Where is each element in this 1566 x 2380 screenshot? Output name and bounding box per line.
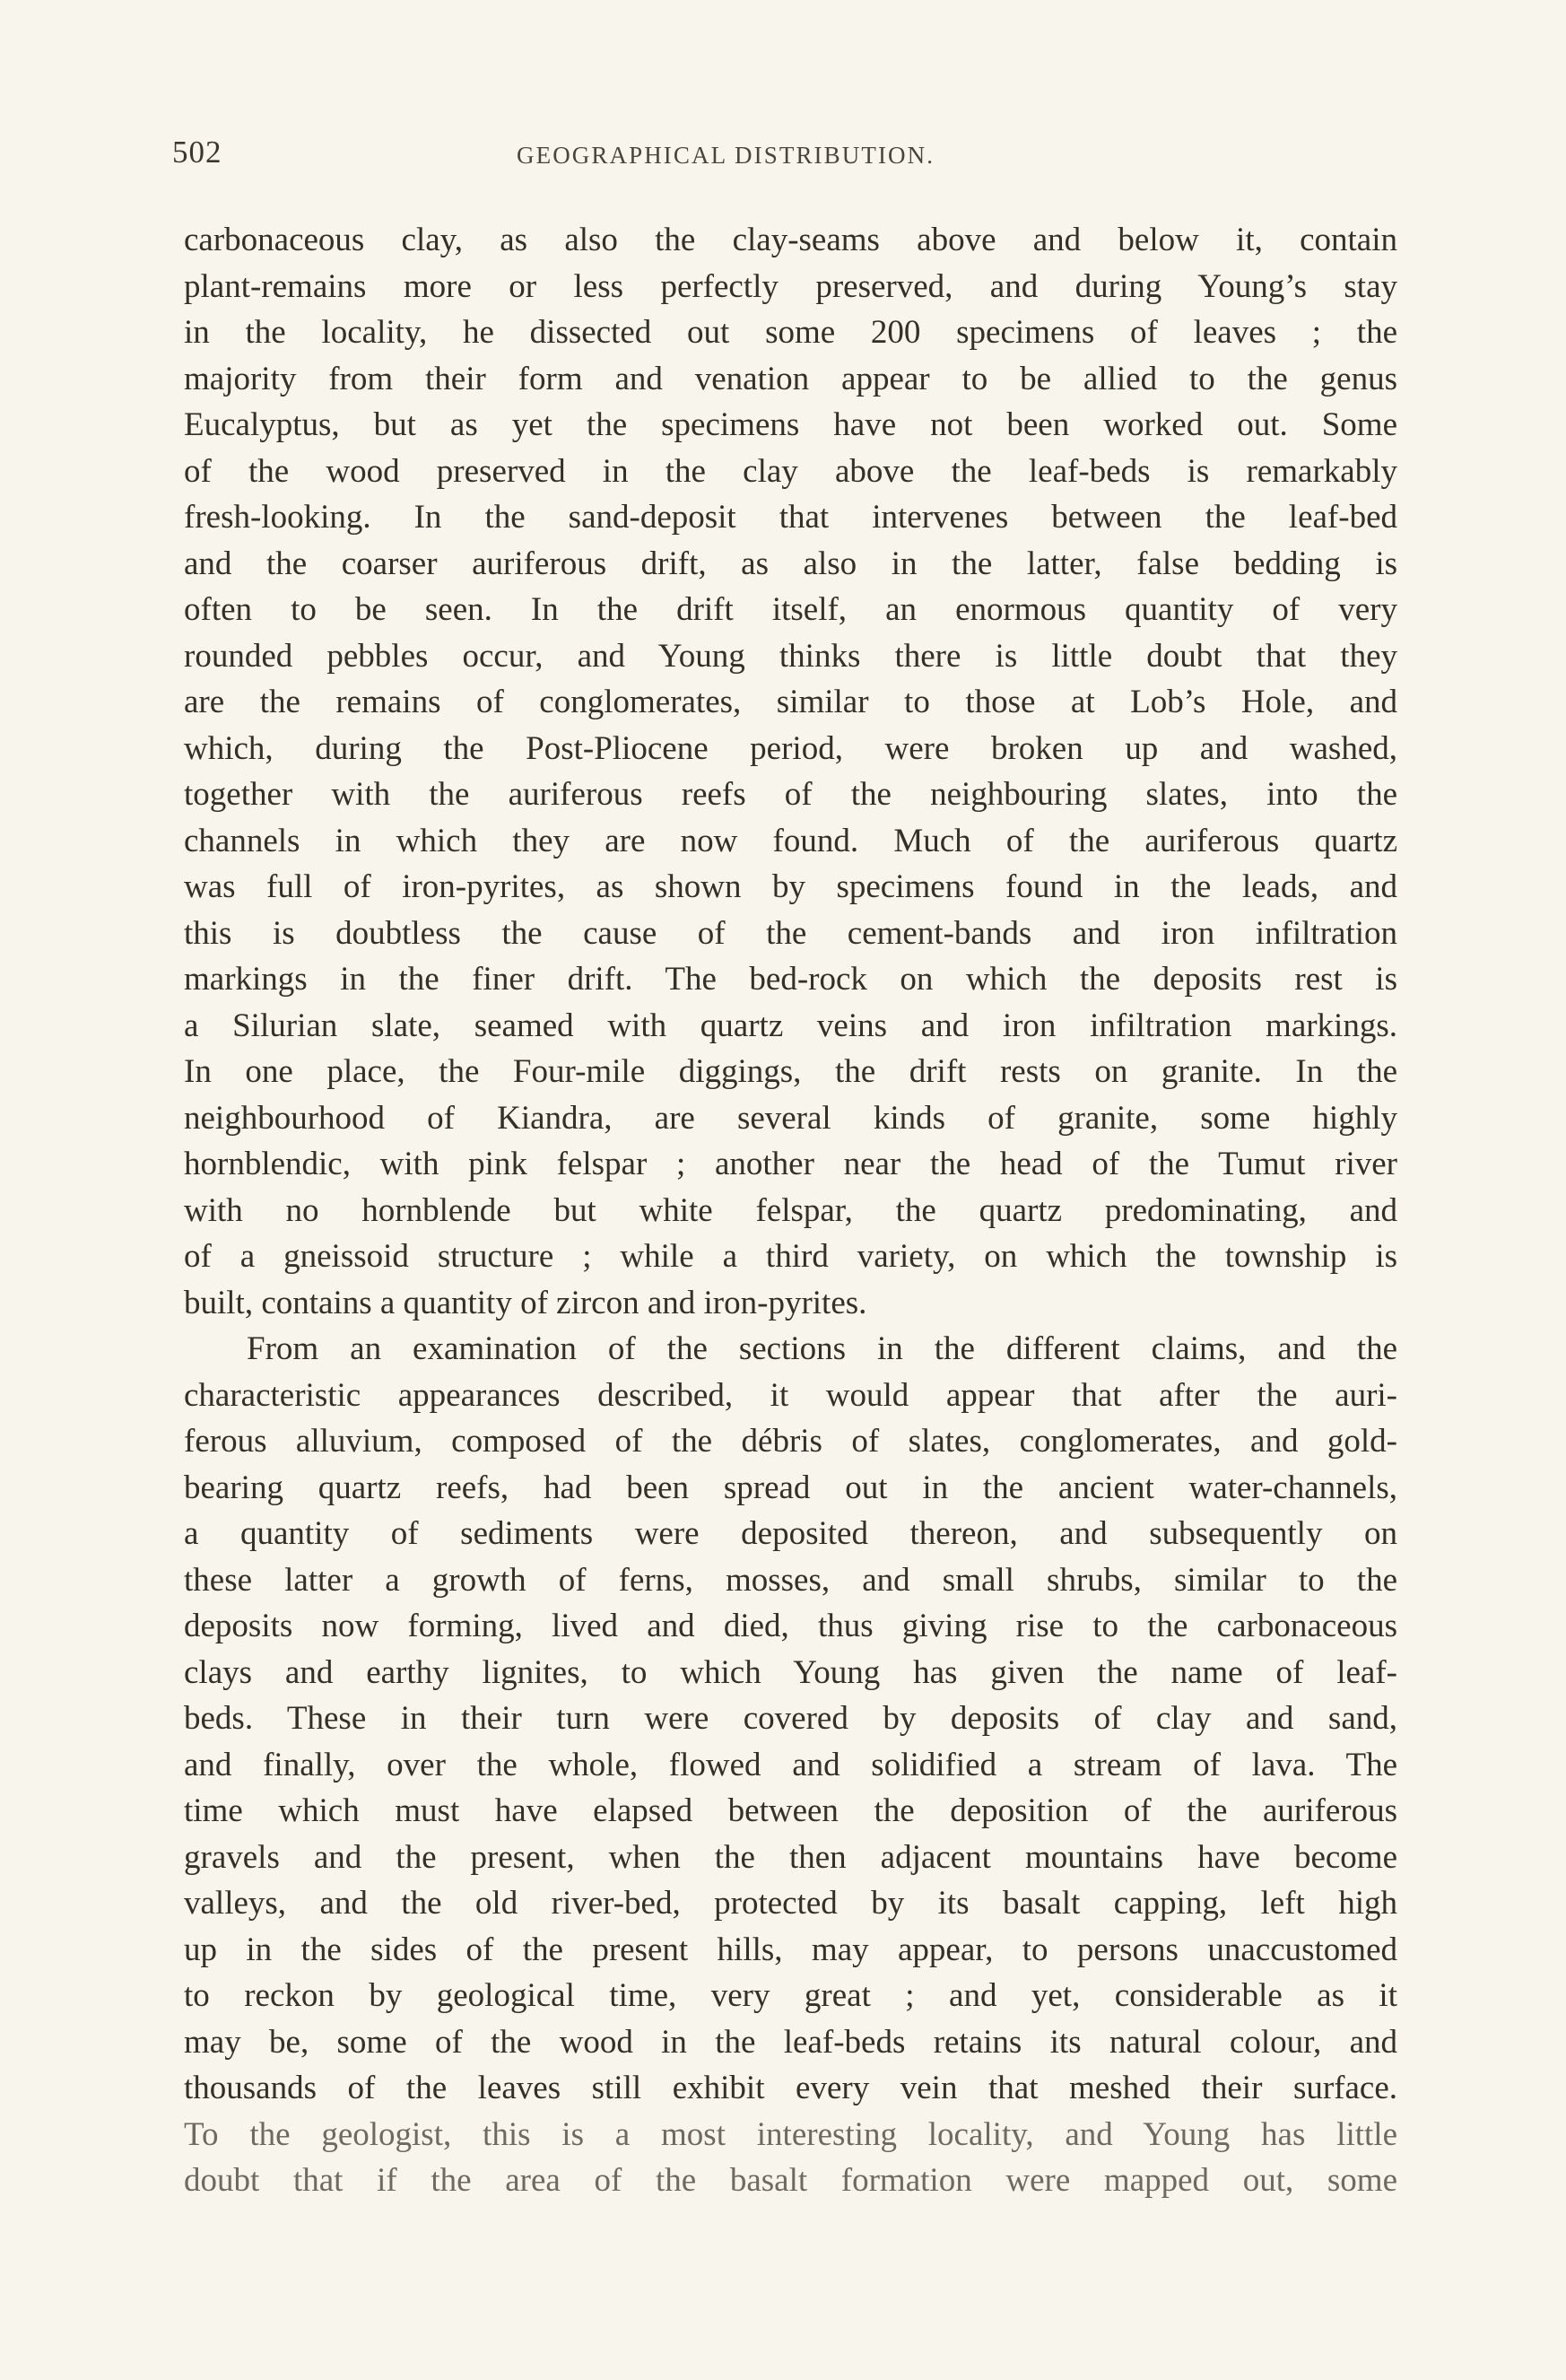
text-line: hornblendic, with pink felspar ; another near the head of the Tumut river — [184, 1146, 1397, 1182]
text-line: in the locality, he dissected out some 200 specimens of leaves ; the — [184, 314, 1397, 351]
text-line: to reckon by geological time, very great ; and yet, considerable as it — [184, 1977, 1397, 2014]
text-line: these latter a growth of ferns, mosses, and small shrubs, similar to the — [184, 1561, 1397, 1599]
paragraph-end-line: built, contains a quantity of zircon and iron-pyrites. — [184, 1284, 867, 1321]
text-line: markings in the finer drift. The bed-rock on which the deposits rest is — [184, 961, 1397, 998]
text-line: a quantity of sediments were deposited thereon, and subsequently on — [184, 1515, 1397, 1552]
text-line: In one place, the Four-mile diggings, the drift rests on granite. In the — [184, 1053, 1397, 1090]
text-line: characteristic appearances described, it would appear that after the auri- — [184, 1376, 1397, 1414]
text-line: fresh-looking. In the sand-deposit that intervenes between the leaf-bed — [184, 499, 1397, 536]
text-line: neighbourhood of Kiandra, are several kinds of granite, some highly — [184, 1099, 1397, 1137]
text-line: may be, some of the wood in the leaf-beds retains its natural colour, and — [184, 2023, 1397, 2061]
text-line: of the wood preserved in the clay above the leaf-beds is remarkably — [184, 452, 1397, 490]
text-line: up in the sides of the present hills, may appear, to persons unaccustomed — [184, 1931, 1397, 1968]
text-line: ferous alluvium, composed of the débris of slates, conglomerates, and gold- — [184, 1423, 1397, 1460]
running-head — [172, 135, 1098, 179]
text-line: plant-remains more or less perfectly preserved, and during Young’s stay — [184, 267, 1397, 305]
text-line: together with the auriferous reefs of the neighbouring slates, into the — [184, 776, 1397, 813]
text-line: deposits now forming, lived and died, thus giving rise to the carbonaceous — [184, 1608, 1397, 1644]
text-line: channels in which they are now found. Much of the auriferous quartz — [184, 822, 1397, 859]
text-line: time which must have elapsed between the deposition of the auriferous — [184, 1792, 1397, 1829]
text-line: To the geologist, this is a most interesting locality, and Young has little — [184, 2115, 1397, 2153]
running-title: GEOGRAPHICAL DISTRIBUTION. — [517, 142, 935, 169]
text-line: and the coarser auriferous drift, as also in the latter, false bedding is — [184, 545, 1397, 582]
text-line: majority from their form and venation appear to be allied to the genus — [184, 360, 1397, 397]
text-line: thousands of the leaves still exhibit every vein that meshed their surface. — [184, 2070, 1397, 2106]
text-line: rounded pebbles occur, and Young thinks there is little doubt that they — [184, 637, 1397, 675]
text-line: gravels and the present, when the then adjacent mountains have become — [184, 1838, 1397, 1876]
text-line: with no hornblende but white felspar, the quartz predominating, and — [184, 1191, 1397, 1229]
text-line: are the remains of conglomerates, similar to those at Lob’s Hole, and — [184, 684, 1397, 720]
text-line: was full of iron-pyrites, as shown by specimens found in the leads, and — [184, 868, 1397, 905]
text-line: and finally, over the whole, flowed and solidified a stream of lava. The — [184, 1746, 1397, 1783]
text-line: this is doubtless the cause of the cement-bands and iron infiltration — [184, 914, 1397, 952]
body-text — [184, 217, 1397, 2204]
text-line: often to be seen. In the drift itself, an enormous quantity of very — [184, 591, 1397, 628]
page-number: 502 — [172, 135, 222, 170]
text-line: of a gneissoid structure ; while a third variety, on which the township is — [184, 1238, 1397, 1275]
text-line: bearing quartz reefs, had been spread out in the ancient water-channels, — [184, 1469, 1397, 1506]
text-line: valleys, and the old river-bed, protected by its basalt capping, left high — [184, 1885, 1397, 1922]
text-line: which, during the Post-Pliocene period, were broken up and washed, — [184, 729, 1397, 767]
paragraph-first-line: From an examination of the sections in the different claims, and the — [247, 1330, 1397, 1367]
text-line: doubt that if the area of the basalt formation were mapped out, some — [184, 2162, 1397, 2199]
text-line: clays and earthy lignites, to which Young has given the name of leaf- — [184, 1653, 1397, 1691]
text-line: beds. These in their turn were covered by deposits of clay and sand, — [184, 1700, 1397, 1737]
text-line: carbonaceous clay, as also the clay-seams above and below it, contain — [184, 222, 1397, 258]
text-line: a Silurian slate, seamed with quartz veins and iron infiltration markings. — [184, 1007, 1397, 1044]
text-line: Eucalyptus, but as yet the specimens have not been worked out. Some — [184, 406, 1397, 443]
